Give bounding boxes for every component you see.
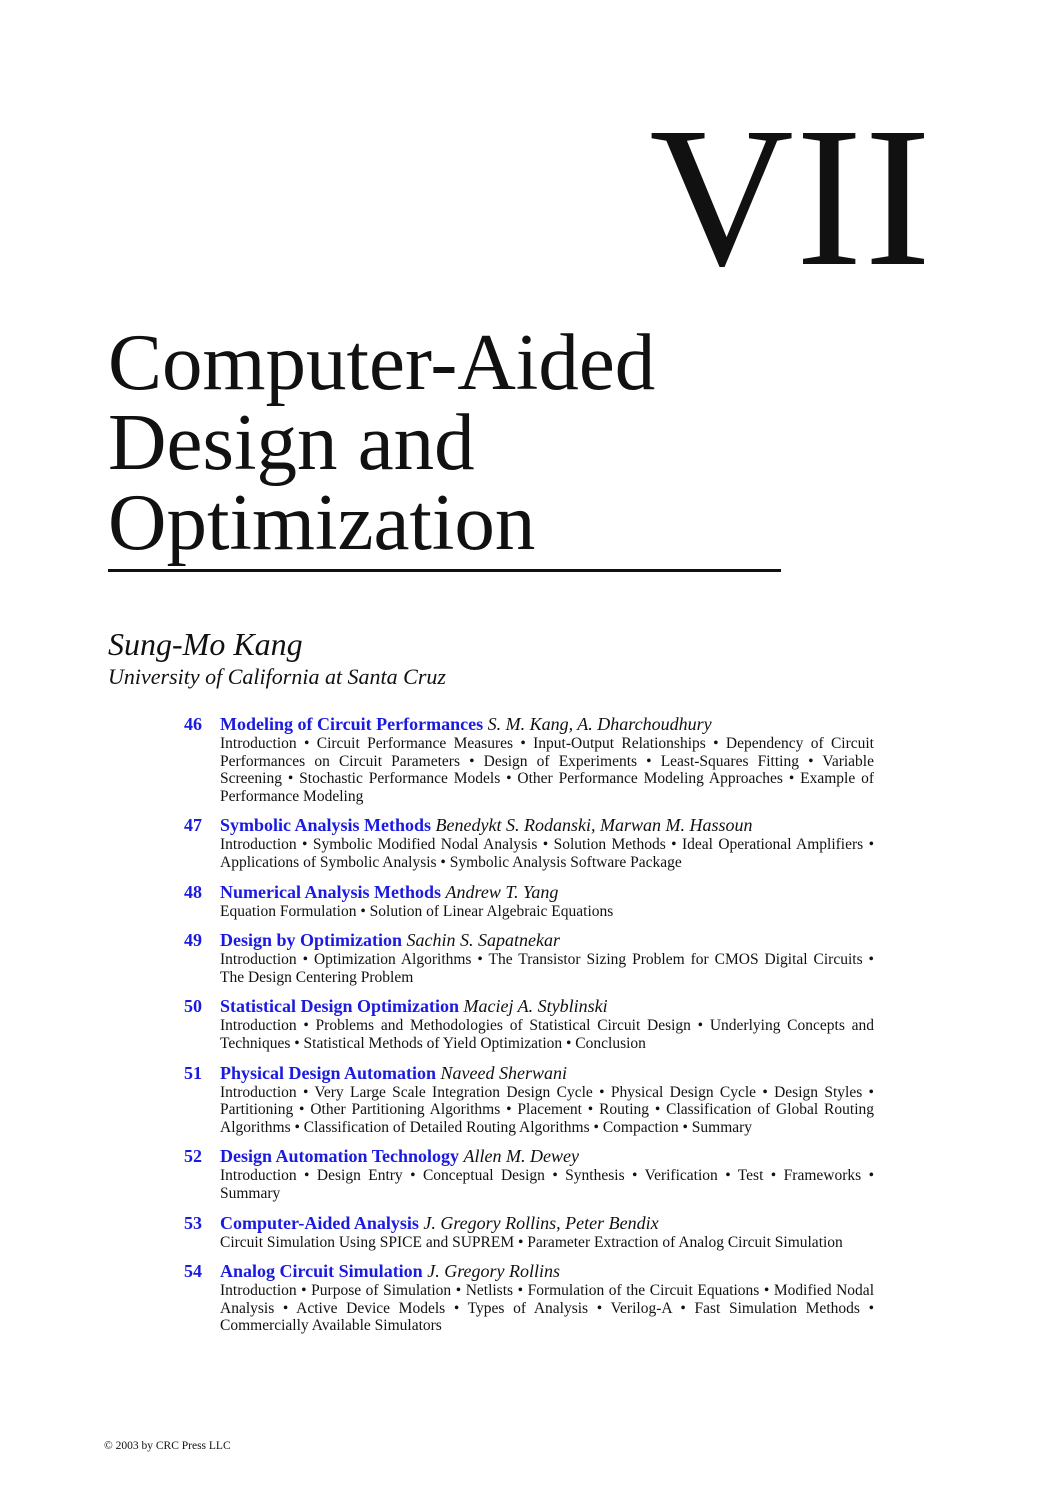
toc-entry (168, 1062, 874, 1137)
chapter-number: 49 (184, 930, 202, 951)
chapter-number: 53 (184, 1212, 202, 1233)
chapter-authors: S. M. Kang, A. Dharchoudhury (487, 714, 712, 734)
chapter-topics: Introduction • Circuit Performance Measures • Input-Output Relationships • Dependency of Circuit Performances on Circuit Parameters • Design of Experiments • Least-Squares Fitting • Variable Screening • Stochastic Performance Models • Other Performance Modeling Approaches • Example of Performance Modeling (220, 735, 874, 805)
title-rule (108, 569, 781, 572)
toc-entry (168, 1260, 874, 1335)
chapter-number: 51 (184, 1062, 202, 1083)
toc-entry (168, 881, 874, 921)
chapter-title-link[interactable]: Design by Optimization (220, 930, 403, 951)
editor-name: Sung-Mo Kang (108, 626, 303, 662)
entry-heading (220, 995, 874, 1017)
entry-heading (220, 713, 874, 735)
chapter-authors: J. Gregory Rollins, Peter Bendix (423, 1212, 659, 1233)
chapter-authors: Andrew T. Yang (445, 881, 559, 902)
chapter-topics: Introduction • Optimization Algorithms • The Transistor Sizing Problem for CMOS Digital Circuits • The Design Centering Problem (220, 951, 874, 986)
chapter-authors: Naveed Sherwani (440, 1062, 568, 1083)
chapter-number: 46 (184, 714, 202, 734)
entry-heading (220, 1062, 874, 1084)
chapter-topics: Circuit Simulation Using SPICE and SUPREM • Parameter Extraction of Analog Circuit Simulation (220, 1233, 843, 1251)
chapter-title-link[interactable]: Analog Circuit Simulation (220, 1261, 423, 1282)
part-title (108, 317, 788, 567)
chapter-number: 48 (184, 881, 202, 902)
chapter-number: 54 (184, 1261, 202, 1282)
chapter-title-link[interactable]: Numerical Analysis Methods (220, 881, 442, 902)
part-title-line: Computer-Aided (108, 317, 656, 407)
entry-heading (220, 1212, 874, 1234)
entry-heading (220, 881, 874, 903)
chapter-topics: Introduction • Design Entry • Conceptual Design • Synthesis • Verification • Test • Frameworks • Summary (220, 1167, 874, 1202)
chapter-number: 50 (184, 996, 202, 1017)
chapter-number: 52 (184, 1146, 202, 1167)
chapter-title-link[interactable]: Symbolic Analysis Methods (220, 815, 432, 836)
chapter-topics: Introduction • Purpose of Simulation • Netlists • Formulation of the Circuit Equations • Modified Nodal Analysis • Active Device Models • Types of Analysis • Verilog-A • Fast Simulation Methods • Commercially Available Simulators (220, 1282, 874, 1335)
chapter-topics: Introduction • Very Large Scale Integration Design Cycle • Physical Design Cycle • Design Styles • Partitioning • Other Partitioning Algorithms • Placement • Routing • Classification of Global Routing Algorithms • Classification of Detailed Routing Algorithms • Compaction • Summary (220, 1083, 874, 1136)
entry-heading (220, 1145, 874, 1167)
entry-heading (220, 1260, 874, 1282)
chapter-authors: J. Gregory Rollins (427, 1261, 561, 1282)
chapter-authors: Allen M. Dewey (463, 1146, 579, 1167)
toc-entry (168, 929, 874, 986)
part-title-line: Optimization (108, 477, 536, 567)
toc-entry (168, 713, 874, 805)
table-of-contents (168, 713, 874, 1344)
chapter-authors: Sachin S. Sapatnekar (406, 930, 560, 951)
toc-entry (168, 1212, 874, 1252)
chapter-authors: Maciej A. Styblinski (463, 996, 608, 1017)
toc-entry (168, 995, 874, 1052)
editor-affiliation: University of California at Santa Cruz (108, 664, 446, 689)
chapter-authors: Benedykt S. Rodanski, Marwan M. Hassoun (435, 815, 753, 836)
toc-entry (168, 1145, 874, 1202)
chapter-title-link[interactable]: Physical Design Automation (220, 1062, 437, 1083)
chapter-topics: Introduction • Problems and Methodologies of Statistical Circuit Design • Underlying Concepts and Techniques • Statistical Methods of Yield Optimization • Conclusion (220, 1017, 874, 1052)
chapter-title-link[interactable]: Computer-Aided Analysis (220, 1212, 419, 1233)
chapter-topics: Introduction • Symbolic Modified Nodal Analysis • Solution Methods • Ideal Operational Amplifiers • Applications of Symbolic Analysis • Symbolic Analysis Software Package (220, 836, 874, 871)
part-title-line: Design and (108, 397, 475, 487)
entry-heading (220, 929, 874, 951)
part-number: VII (649, 87, 933, 308)
copyright-notice: © 2003 by CRC Press LLC (104, 1440, 231, 1452)
chapter-title-link[interactable]: Design Automation Technology (220, 1146, 460, 1167)
chapter-title-link[interactable]: Statistical Design Optimization (220, 996, 459, 1017)
toc-entry (168, 814, 874, 871)
chapter-number: 47 (184, 815, 202, 836)
chapter-topics: Equation Formulation • Solution of Linear Algebraic Equations (220, 902, 614, 920)
chapter-title-link[interactable]: Modeling of Circuit Performances (220, 714, 484, 734)
entry-heading (220, 814, 874, 836)
